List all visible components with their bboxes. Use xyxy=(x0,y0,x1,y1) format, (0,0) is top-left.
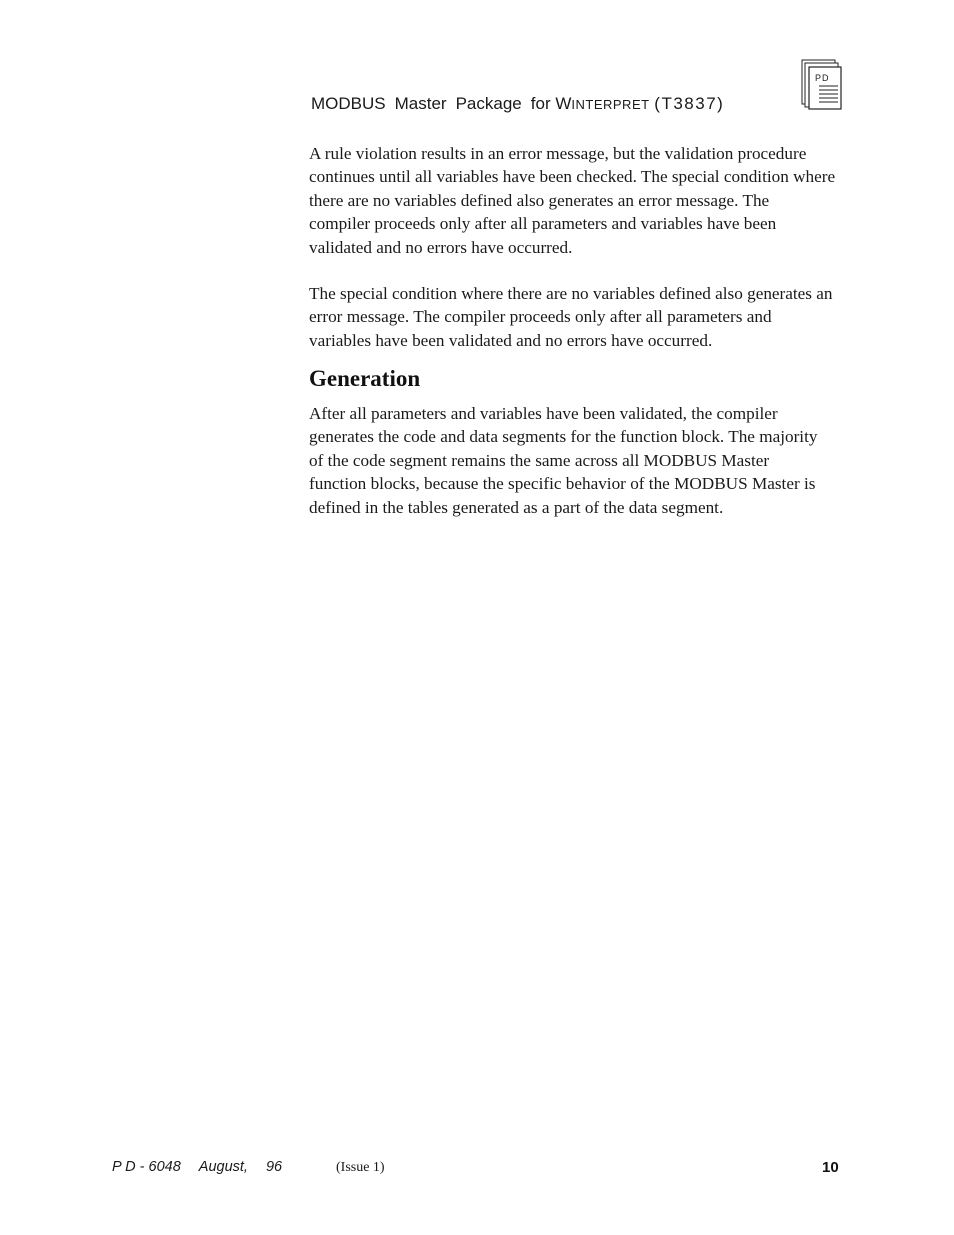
header-small-caps-rest: INTERPRET xyxy=(571,97,650,112)
header-product-code: (T3837) xyxy=(654,94,725,113)
footer-year: 96 xyxy=(265,1159,283,1175)
text-line: After all parameters and variables have been validated, the compiler xyxy=(309,404,778,423)
paragraph-special-condition xyxy=(309,282,849,352)
text-line: defined in the tables generated as a part of the data segment. xyxy=(309,497,724,517)
text-line: of the code segment remains the same across all MODBUS Master xyxy=(309,450,770,470)
text-line: compiler proceeds only after all parameters and variables have been xyxy=(309,214,777,234)
section-heading-generation: Generation xyxy=(309,366,421,391)
paragraph-validation xyxy=(309,142,849,259)
header-word: MODBUS xyxy=(311,94,386,113)
text-line: generates the code and data segments for the function block. The majority xyxy=(309,427,818,447)
header-word: for xyxy=(530,94,551,113)
pd-logo-text: PD xyxy=(815,73,830,83)
pd-document-stack-icon xyxy=(801,59,843,111)
text-line: there are no variables defined also generates an error message. The xyxy=(309,190,770,210)
header-word: Package xyxy=(455,94,522,113)
paragraph-generation xyxy=(309,402,849,519)
header-small-caps-initial: W xyxy=(555,94,572,113)
header-word: Master xyxy=(394,94,447,113)
text-line: variables have been validated and no errors have occurred. xyxy=(309,330,713,350)
text-line: function blocks, because the specific behavior of the MODBUS Master is xyxy=(309,474,816,494)
page-number: 10 xyxy=(822,1159,839,1176)
text-line: The special condition where there are no variables defined also generates an xyxy=(309,284,833,303)
text-line: A rule violation results in an error message, but the validation procedure xyxy=(309,144,807,163)
text-line: validated and no errors have occurred. xyxy=(309,237,573,257)
text-line: continues until all variables have been checked. The special condition where xyxy=(309,167,836,187)
text-line: error message. The compiler proceeds only after all parameters and xyxy=(309,307,772,327)
footer-issue: (Issue 1) xyxy=(336,1160,385,1175)
running-header-title xyxy=(311,94,724,114)
footer-month: August, xyxy=(198,1159,248,1175)
footer-doc-number: P D - 6048 xyxy=(112,1159,181,1175)
footer-document-info xyxy=(112,1159,282,1175)
